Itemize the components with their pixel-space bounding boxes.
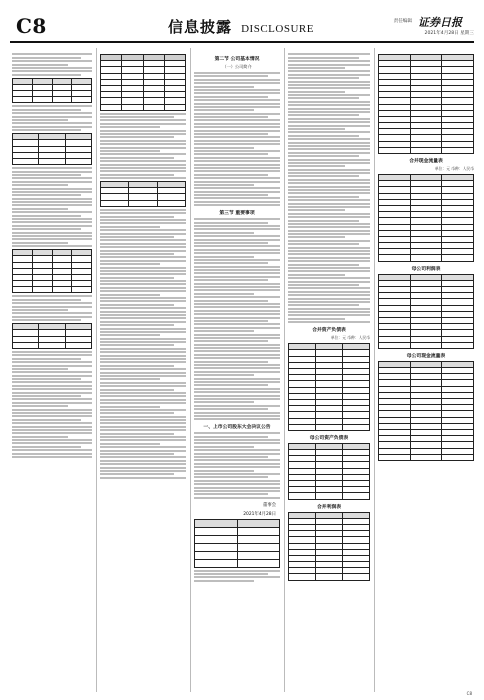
body-text [12,167,92,247]
table-heading: 合并资产负债表 [312,328,346,334]
section-title-cn: 信息披露 [168,18,233,36]
data-table [12,133,92,165]
financial-table [378,274,474,349]
body-text [194,218,280,420]
column-divider [284,48,285,692]
data-table [194,519,280,568]
table-heading: 母公司资产负债表 [309,435,349,441]
page-number: C8 [16,14,47,38]
data-table [12,323,92,349]
notice-heading: 一、上市公司股东大会决议公告 [203,425,271,431]
section-subheading: （一）公司简介 [222,64,252,69]
body-text [12,351,92,458]
signature-line: 董事会 [262,502,276,508]
column-4 [288,52,370,692]
column-3 [194,52,280,692]
section-title-en: DISCLOSURE [241,23,314,35]
column-1 [12,52,92,692]
column-divider [96,48,97,692]
date-line: 2021年4月28日 星期三 [424,31,474,36]
body-text [194,570,280,582]
data-table [12,78,92,104]
body-text [288,53,370,323]
financial-table [378,174,474,262]
column-2 [100,52,186,692]
table-unit: 单位：元 币种：人民币 [330,335,370,341]
table-heading: 母公司现金流量表 [406,353,446,359]
column-5 [378,52,474,692]
financial-table [378,361,474,461]
financial-table [288,443,370,500]
signature-date: 2021年4月28日 [243,511,276,517]
data-table [12,249,92,293]
body-text [100,113,186,179]
column-divider [374,48,375,692]
section-title [168,16,314,37]
table-unit: 单位：元 币种：人民币 [434,166,474,171]
body-text [194,432,280,498]
financial-table [378,54,474,154]
section-heading: 第三节 重要事项 [219,211,255,217]
table-heading: 合并现金流量表 [409,159,443,164]
body-text [12,295,92,321]
body-text [12,53,92,75]
body-text [100,209,186,479]
footer-page-mark: C8 [466,691,472,696]
data-table [100,54,186,111]
column-divider [190,48,191,692]
section-heading: 第二节 公司基本情况 [214,57,260,62]
financial-table [288,512,370,581]
body-text [194,72,280,206]
editor-line: 责任编辑 [393,19,412,24]
table-heading: 合并利润表 [317,504,341,510]
financial-table [288,343,370,431]
masthead [10,14,476,40]
masthead-rule [10,41,474,43]
data-table [100,181,186,207]
body-text [12,105,92,131]
table-heading: 母公司利润表 [411,266,441,272]
newspaper-logo: 证券日报 [418,16,462,29]
